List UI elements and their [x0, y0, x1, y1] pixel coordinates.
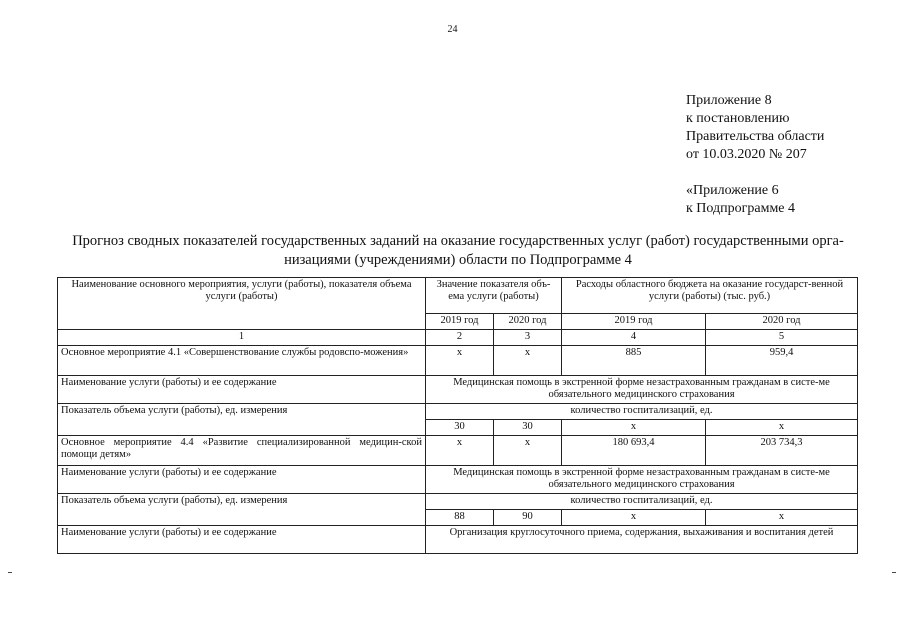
- cell-expense-2020: х: [706, 420, 858, 436]
- appendix-block: [686, 92, 824, 218]
- row-name: Основное мероприятие 4.4 «Развитие специализированной медицин-ской помощи детям»: [58, 436, 426, 466]
- cell-expense-2020: х: [706, 510, 858, 526]
- row-name: Показатель объема услуги (работы), ед. измерения: [58, 404, 426, 436]
- table-row: [58, 494, 858, 510]
- document-title: [58, 232, 858, 270]
- appendix-line: к постановлению: [686, 111, 790, 126]
- column-number: 5: [706, 330, 858, 346]
- cell-value-2019: 88: [426, 510, 494, 526]
- header-year: 2020 год: [494, 314, 562, 330]
- cell-value-2019: х: [426, 436, 494, 466]
- table-column-numbers-row: [58, 330, 858, 346]
- header-year: 2019 год: [426, 314, 494, 330]
- header-name: Наименование основного мероприятия, услуги (работы), показателя объема услуги (работы): [58, 278, 426, 330]
- cell-expense-2019: 180 693,4: [562, 436, 706, 466]
- table-row: [58, 404, 858, 420]
- table-row: [58, 436, 858, 466]
- header-expense: Расходы областного бюджета на оказание государст-венной услуги (работы) (тыс. руб.): [562, 278, 858, 314]
- table-header-row: [58, 278, 858, 314]
- cell-expense-2019: 885: [562, 346, 706, 376]
- service-description: Медицинская помощь в экстренной форме незастрахованным гражданам в систе-ме обязательного медицинского страхования: [426, 376, 858, 404]
- cell-expense-2020: 203 734,3: [706, 436, 858, 466]
- header-year: 2019 год: [562, 314, 706, 330]
- cell-value-2019: х: [426, 346, 494, 376]
- column-number: 4: [562, 330, 706, 346]
- row-name: Наименование услуги (работы) и ее содержание: [58, 376, 426, 404]
- scan-edge-mark: [8, 572, 12, 573]
- service-description: Организация круглосуточного приема, содержания, выхаживания и воспитания детей: [426, 526, 858, 554]
- cell-value-2020: 30: [494, 420, 562, 436]
- cell-expense-2020: 959,4: [706, 346, 858, 376]
- table-row: [58, 526, 858, 554]
- page-number: 24: [447, 24, 458, 35]
- row-name: Показатель объема услуги (работы), ед. измерения: [58, 494, 426, 526]
- appendix-line: к Подпрограмме 4: [686, 201, 796, 216]
- title-line: Прогноз сводных показателей государственных заданий на оказание государственных услуг (работ) государственными орга-: [72, 233, 844, 249]
- indicators-table: [57, 277, 858, 554]
- service-description: Медицинская помощь в экстренной форме незастрахованным гражданам в систе-ме обязательного медицинского страхования: [426, 466, 858, 494]
- row-name: Наименование услуги (работы) и ее содержание: [58, 526, 426, 554]
- column-number: 1: [58, 330, 426, 346]
- cell-expense-2019: х: [562, 420, 706, 436]
- row-name: Наименование услуги (работы) и ее содержание: [58, 466, 426, 494]
- cell-value-2020: 90: [494, 510, 562, 526]
- row-name: Основное мероприятие 4.1 «Совершенствование службы родовспо-можения»: [58, 346, 426, 376]
- header-year: 2020 год: [706, 314, 858, 330]
- scan-edge-mark: [892, 572, 896, 573]
- cell-expense-2019: х: [562, 510, 706, 526]
- indicator-unit: количество госпитализаций, ед.: [426, 494, 858, 510]
- appendix-line: Приложение 8: [686, 93, 772, 108]
- appendix-gap: [686, 164, 824, 182]
- header-value: Значение показателя объ-ема услуги (работы): [426, 278, 562, 314]
- appendix-line: Правительства области: [686, 129, 825, 144]
- cell-value-2020: х: [494, 436, 562, 466]
- appendix-line: «Приложение 6: [686, 183, 779, 198]
- title-line: низациями (учреждениями) области по Подпрограмме 4: [284, 252, 632, 268]
- cell-value-2020: х: [494, 346, 562, 376]
- table-row: [58, 466, 858, 494]
- table-row: [58, 376, 858, 404]
- table-row: [58, 346, 858, 376]
- cell-value-2019: 30: [426, 420, 494, 436]
- appendix-line: от 10.03.2020 № 207: [686, 147, 807, 162]
- column-number: 2: [426, 330, 494, 346]
- column-number: 3: [494, 330, 562, 346]
- indicator-unit: количество госпитализаций, ед.: [426, 404, 858, 420]
